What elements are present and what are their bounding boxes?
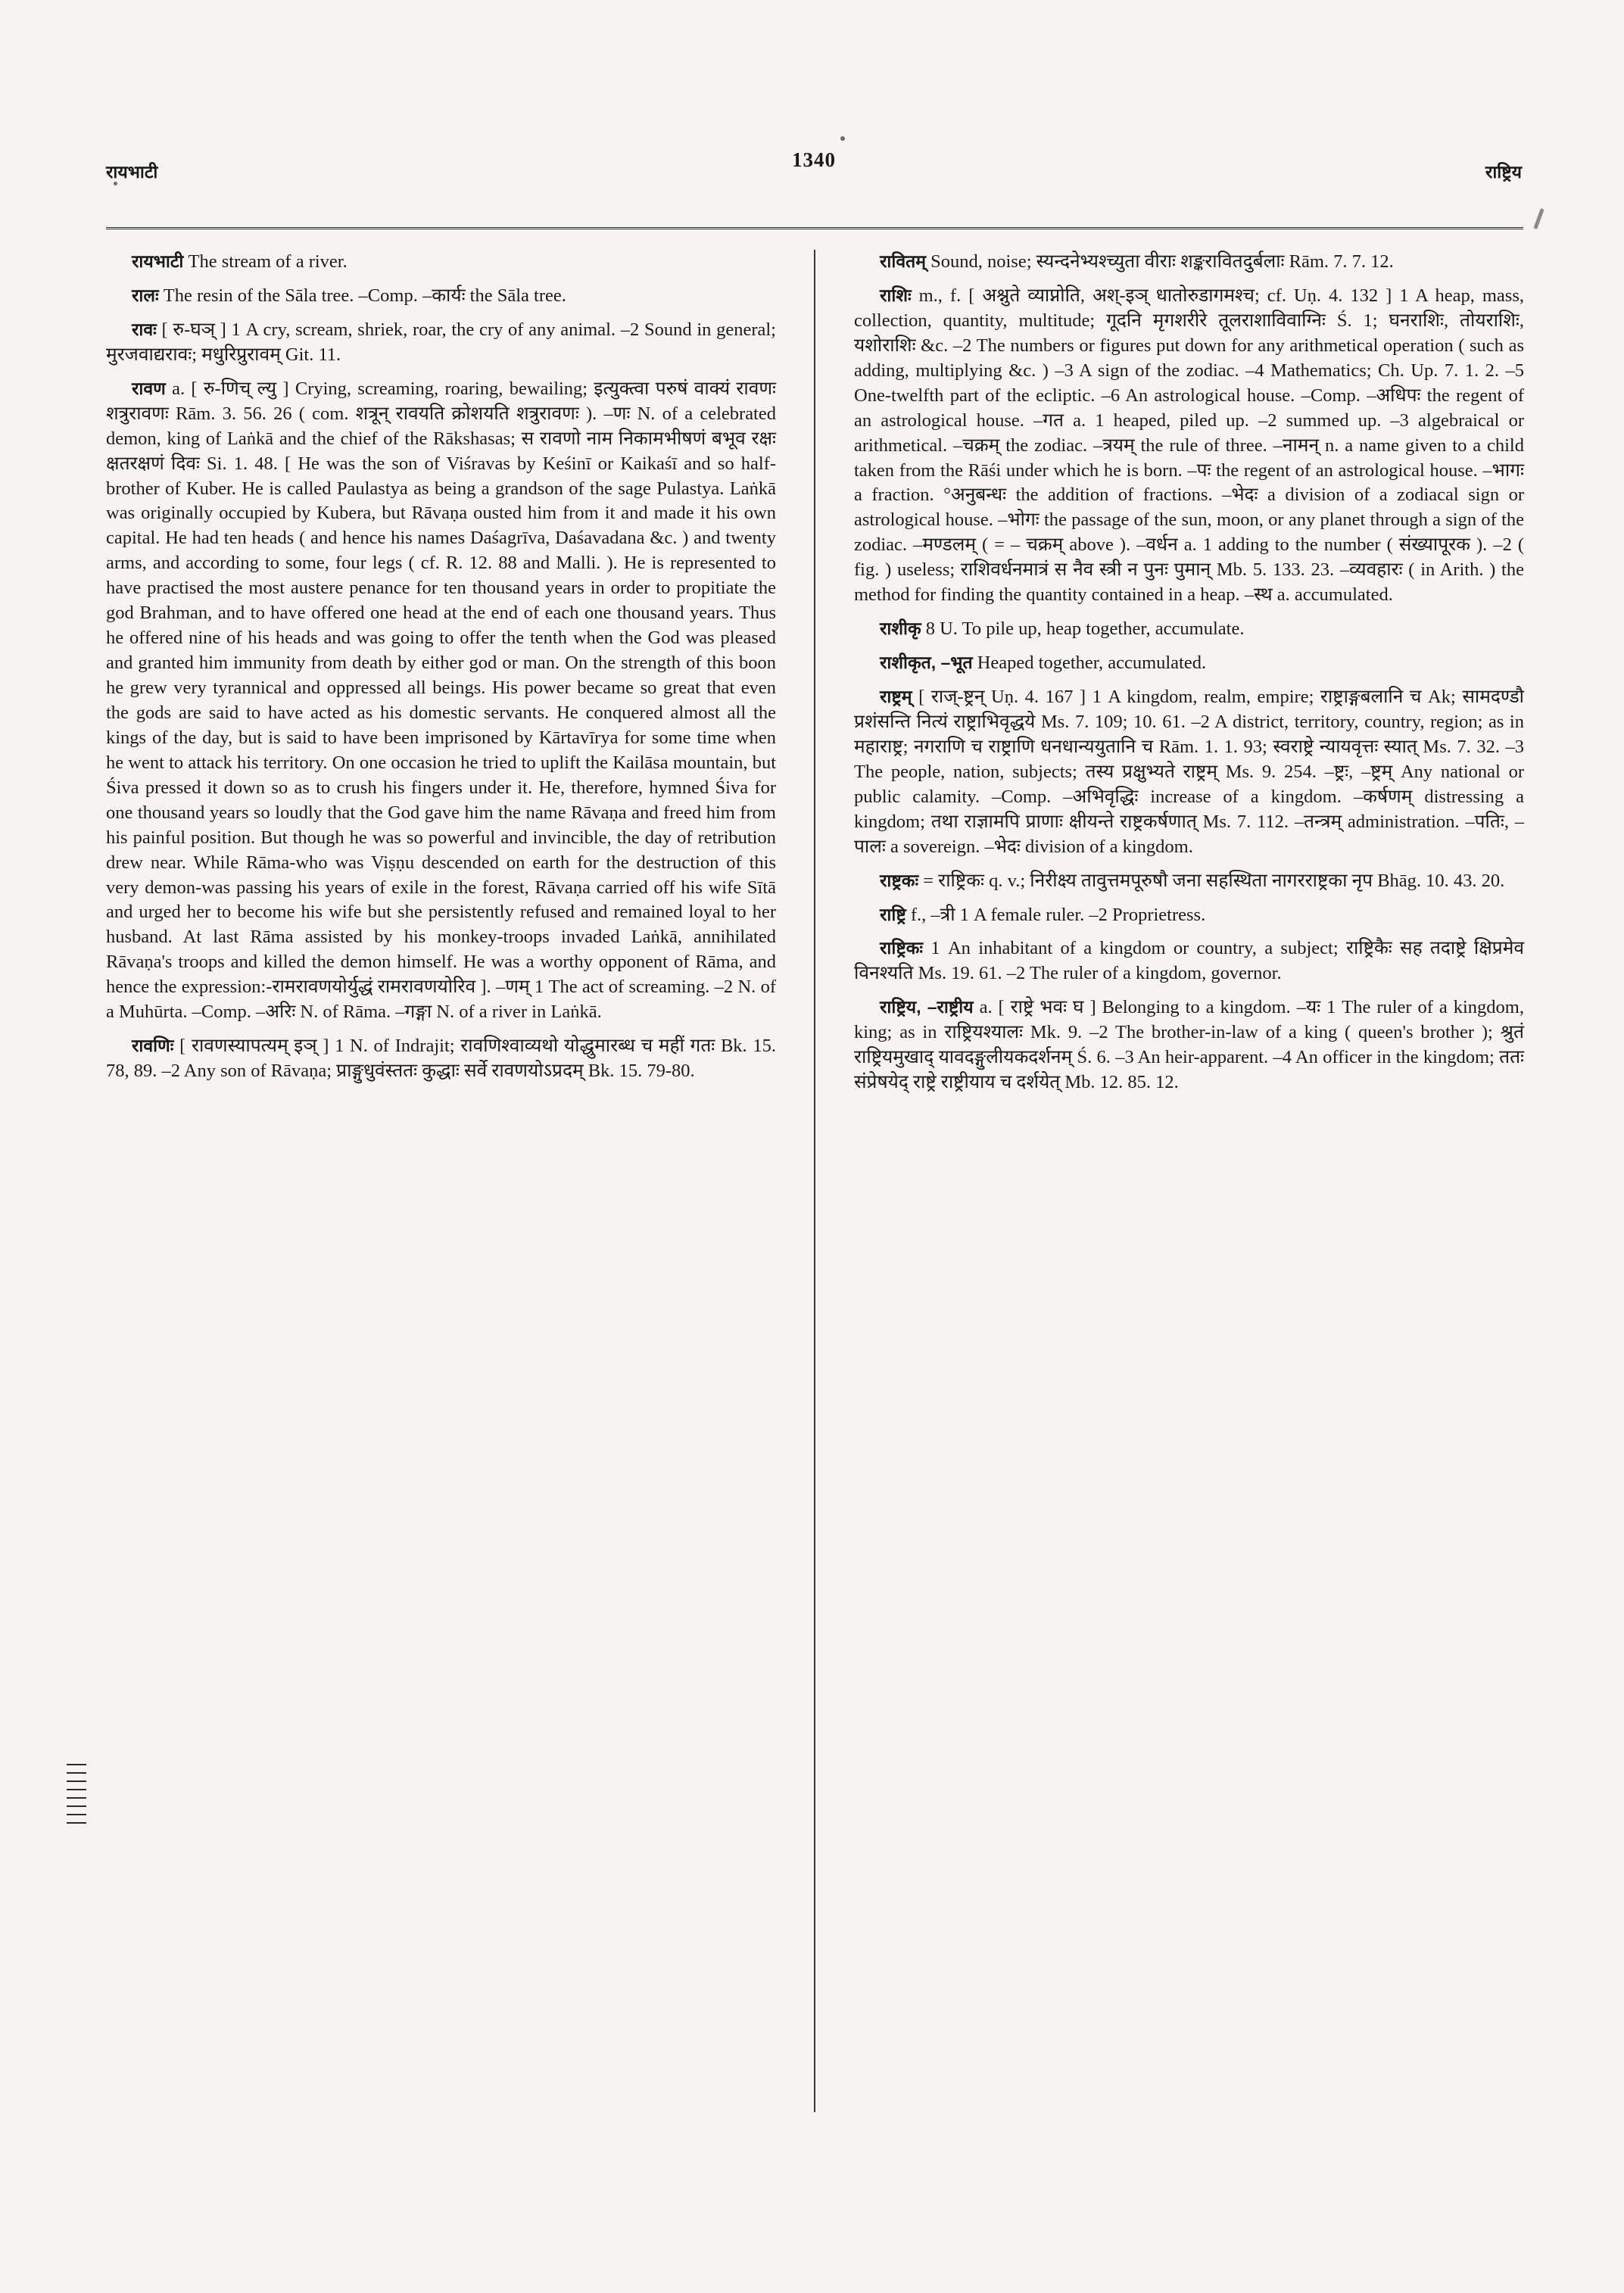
entry-body: [ रावणस्यापत्यम् इञ् ] 1 N. of Indrajit; रावणिश्वाव्यथो योद्धुमारब्ध च महीं गतः Bk. 15. 78, 89. –2 Any son of Rāvaṇa; प्राङ्गुधुवंस्ततः कुद्धाः सर्वे रावणयोऽप्रदम् Bk. 15. 79-80. — [106, 1036, 776, 1082]
entry-headword: राष्ट्रम् — [880, 687, 912, 706]
page-number: 1340 — [792, 148, 836, 171]
entry-body: 1 An inhabitant of a kingdom or country, a subject; राष्ट्रिकैः सह तदाष्ट्रे क्षिप्रमेव विनश्यति Ms. 19. 61. –2 The ruler of a kingdom, governor. — [854, 938, 1524, 984]
left-column — [106, 250, 776, 2165]
dictionary-entry — [106, 1034, 776, 1084]
entry-headword: रावणिः — [132, 1036, 174, 1056]
entry-headword: राष्ट्रिकः — [880, 938, 924, 958]
entry-body: [ राज्-ष्ट्रन् Uṇ. 4. 167 ] 1 A kingdom, realm, empire; राष्ट्राङ्गबलानि च Ak; सामदण्डौ प्रशंसन्ति नित्यं राष्ट्राभिवृद्धये Ms. 7. 109; 10. 61. –2 A district, territory, country, region; as in महाराष्ट्र; नगराणि च राष्ट्राणि धनधान्ययुतानि च Rām. 1. 1. 93; स्वराष्ट्रे न्यायवृत्तः स्यात् Ms. 7. 32. –3 The people, nation, subjects; तस्य प्रक्षुभ्यते राष्ट्रम् Ms. 9. 254. –ष्ट्रः, –ष्ट्रम् Any national or public calamity. –Comp. –अभिवृद्धिः increase of a kingdom. –कर्षणम् distressing a kingdom; तथा राज्ञामपि प्राणाः क्षीयन्ते राष्ट्रकर्षणात् Ms. 7. 112. –तन्त्रम् administration. –पतिः, –पालः a sovereign. –भेदः division of a kingdom. — [854, 687, 1524, 857]
entry-body: f., –त्री 1 A female ruler. –2 Proprietress. — [906, 904, 1206, 925]
entry-headword: राष्ट्रिय, –राष्ट्रीय — [880, 997, 974, 1017]
dictionary-entry — [106, 377, 776, 1025]
right-column — [854, 250, 1524, 2165]
dictionary-entry — [854, 617, 1524, 642]
entry-headword: रावण — [132, 378, 166, 398]
dictionary-entry — [854, 995, 1524, 1095]
entry-headword: राशीकृ — [880, 618, 921, 639]
entry-body: a. [ रु-णिच् ल्यु ] Crying, screaming, roaring, bewailing; इत्युक्त्वा परुषं वाक्यं रावणः शत्रुरावणः Rām. 3. 56. 26 ( com. शत्रून् रावयति क्रोशयति शत्रुरावणः ). –णः N. of a celebrated demon, king of Laṅkā and the chief of the Rākshasas; स रावणो नाम निकामभीषणं बभूव रक्षः क्षतरक्षणं दिवः Si. 1. 48. [ He was the son of Viśravas by Keśinī or Kaikaśī and so half-brother of Kuber. He is called Paulastya as being a grandson of the sage Pulastya. Laṅkā was originally occupied by Kubera, but Rāvaṇa ousted him from it and made it his own capital. He had ten heads ( and hence his names Daśagrīva, Daśavadana &c. ) and twenty arms, and according to some, four legs ( cf. R. 12. 88 and Malli. ). He is represented to have practised the most austere penance for ten thousand years in order to propitiate the god Brahman, and to have offered one head at the end of each one thousand years. Thus he offered nine of his heads and was going to offer the tenth when the God was pleased and granted him immunity from death by either god or man. On the strength of this boon he grew very tyrannical and oppressed all beings. His power became so great that even the gods are said to have acted as his domestic servants. He conquered almost all the kings of the day, but is said to have been imprisoned by Kārtavīrya for some time when he went to attack his territory. On one occasion he tried to uplift the Kailāsa mountain, but Śiva pressed it down so as to crush his fingers under it. He, therefore, hymned Śiva for one thousand years so loudly that the God gave him the name Rāvaṇa and freed him from his painful position. But though he was so powerful and invincible, the day of retribution drew near. While Rāma-who was Viṣṇu descended on earth for the destruction of this very demon-was passing his years of exile in the forest, Rāvaṇa carried off his wife Sītā and urged her to become his wife but she persistently refused and remained loyal to her husband. At last Rāma assisted by his monkey-troops invaded Laṅkā, annihilated Rāvaṇa's troops and killed the demon himself. He was a worthy opponent of Rāma, and hence the expression:-रामरावणयोर्युद्धं रामरावणयोरिव ]. –णम् 1 The act of screaming. –2 N. of a Muhūrta. –Comp. –अरिः N. of Rāma. –गङ्गा N. of a river in Laṅkā. — [106, 378, 776, 1023]
dictionary-entry — [854, 284, 1524, 608]
entry-body: m., f. [ अश्नुते व्याप्नोति, अश्-इञ् धातोरुडागमश्च; cf. Uṇ. 4. 132 ] 1 A heap, mass, collection, quantity, multitude; गूदनि मृगशरीरे तूलराशाविवाग्निः Ś. 1; घनराशिः, तोयराशिः, यशोराशिः &c. –2 The numbers or figures put down for any arithmetical operation ( such as adding, multiplying &c. ) –3 A sign of the zodiac. –4 Mathematics; Ch. Up. 7. 1. 2. –5 One-twelfth part of the ecliptic. –6 An astrological house. –Comp. –अधिपः the regent of an astrological house. –गत a. 1 heaped, piled up. –2 summed up. –3 algebraical or arithmetical. –चक्रम् the zodiac. –त्रयम् the rule of three. –नामन् n. a name given to a child taken from the Rāśi under which he is born. –पः the regent of an astrological house. –भागः a fraction. °अनुबन्धः the addition of fractions. –भेदः a division of a zodiacal sign or astrological house. –भोगः the passage of the sun, moon, or any planet through a sign of the zodiac. –मण्डलम् ( = – चक्रम् above ). –वर्धन a. 1 adding to the number ( संख्यापूरक ). –2 ( fig. ) useless; राशिवर्धनमात्रं स नैव स्त्री न पुनः पुमान् Mb. 5. 133. 23. –व्यवहारः ( in Arith. ) the method for finding the quantity contained in a heap. –स्थ a. accumulated. — [854, 285, 1524, 606]
entry-body: The stream of a river. — [183, 251, 348, 272]
entry-headword: राष्ट्रि — [880, 904, 906, 924]
column-divider — [814, 250, 815, 2112]
page-speck — [840, 136, 845, 141]
entry-body: Heaped together, accumulated. — [972, 653, 1207, 674]
entry-headword: रावः — [132, 319, 157, 339]
entry-headword: रायभाटी — [132, 251, 184, 271]
dictionary-entry — [854, 651, 1524, 676]
entry-body: [ रु-घञ् ] 1 A cry, scream, shriek, roar, the cry of any animal. –2 Sound in general; मुरजवाद्यरावः; मधुरिप्रुरावम् Git. 11. — [106, 319, 776, 365]
entry-headword: रालः — [132, 285, 159, 305]
entry-body: Sound, noise; स्यन्दनेभ्यश्च्युता वीराः शङ्करावितदुर्बलाः Rām. 7. 7. 12. — [925, 251, 1394, 272]
entry-headword: राष्ट्रकः — [880, 870, 919, 890]
entry-body: a. [ राष्ट्रे भवः घ ] Belonging to a kingdom. –यः 1 The ruler of a kingdom, king; as in राष्ट्रियश्यालः Mk. 9. –2 The brother-in-law of a king ( queen's brother ); श्रुतं राष्ट्रियमुखाद् यावदङ्गुलीयकदर्शनम् Ś. 6. –3 An heir-apparent. –4 An officer in the kingdom; ततः संप्रेषयेद् राष्ट्रे राष्ट्रीयाय च दर्शयेत् Mb. 12. 85. 12. — [854, 997, 1524, 1093]
entry-headword: राशीकृत, –भूत — [880, 653, 973, 673]
header-right-catchword: राष्ट्रिय — [1485, 162, 1522, 182]
dictionary-entry — [106, 318, 776, 368]
page-speck — [114, 182, 117, 185]
entry-headword: राशिः — [880, 285, 912, 305]
dictionary-entry — [106, 250, 776, 275]
dictionary-entry — [854, 936, 1524, 986]
page-header — [106, 148, 1522, 204]
header-rule — [106, 227, 1523, 229]
dictionary-entry — [854, 903, 1524, 928]
entry-body: = राष्ट्रिकः q. v.; निरीक्ष्य तावुत्तमपूरुषौ जना सहस्थिता नागरराष्ट्रका नृप Bhāg. 10. 43. 20. — [918, 870, 1505, 891]
page-columns — [106, 250, 1523, 2165]
entry-headword: रावितम् — [880, 251, 926, 271]
dictionary-entry — [854, 869, 1524, 894]
entry-body: The resin of the Sāla tree. –Comp. –कार्यः the Sāla tree. — [158, 285, 566, 306]
dictionary-entry — [854, 685, 1524, 860]
binding-marks — [67, 1764, 74, 1855]
entry-body: 8 U. To pile up, heap together, accumulate. — [921, 618, 1245, 640]
dictionary-entry — [854, 250, 1524, 275]
dictionary-entry — [106, 284, 776, 309]
header-left-catchword: रायभाटी — [106, 162, 158, 182]
